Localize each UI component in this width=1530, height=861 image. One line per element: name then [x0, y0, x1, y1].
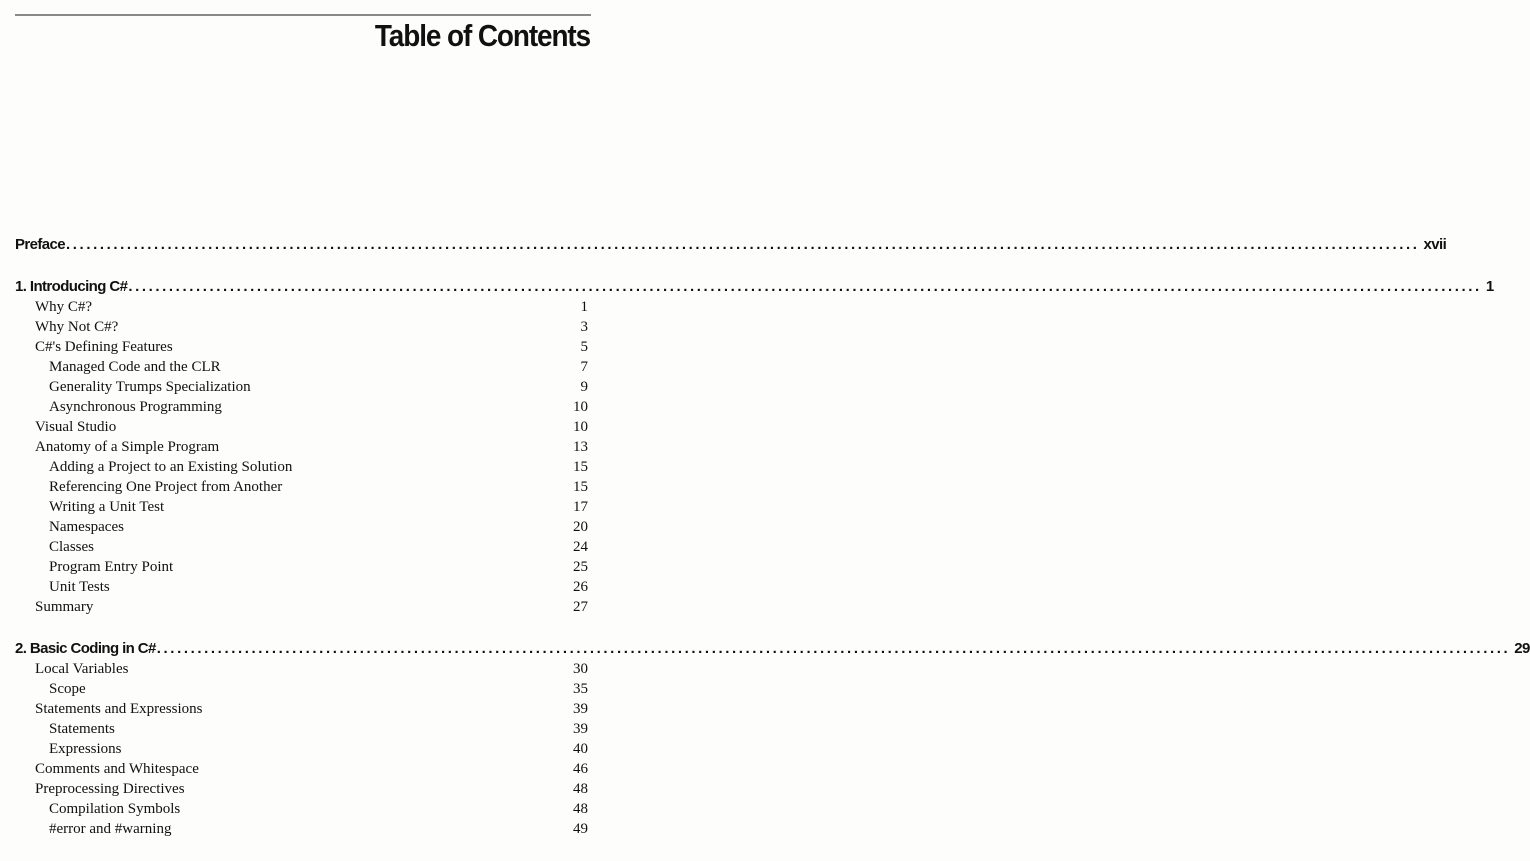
toc-entry[interactable]: [15, 497, 588, 517]
entry-page-number: 15: [573, 459, 588, 475]
dot-leader: ........................................................................................................................................................................................................: [66, 236, 1420, 253]
toc-entry[interactable]: [15, 577, 588, 597]
entry-page-number: 27: [573, 599, 588, 615]
entry-page-number: 1: [1485, 278, 1494, 295]
toc-entry[interactable]: [15, 437, 588, 457]
entry-label: Local Variables: [35, 661, 129, 677]
entry-label: Referencing One Project from Another: [49, 479, 283, 495]
entry-label: Asynchronous Programming: [49, 399, 222, 415]
entry-page-number: 9: [580, 379, 588, 395]
entry-label: #error and #warning: [49, 821, 172, 837]
entry-page-number: 30: [573, 661, 588, 677]
entry-label: Preface: [15, 236, 66, 253]
toc-section: [15, 277, 1494, 617]
toc-entry[interactable]: [15, 517, 588, 537]
entry-page-number: 40: [573, 741, 588, 757]
entry-label: Namespaces: [49, 519, 124, 535]
entry-label: Expressions: [49, 741, 122, 757]
entry-label: Classes: [49, 539, 94, 555]
header-rule: [15, 14, 591, 16]
entry-page-number: 48: [573, 801, 588, 817]
toc-entry[interactable]: [15, 699, 588, 719]
toc-heading-entry[interactable]: [15, 277, 1494, 297]
entry-label: Comments and Whitespace: [35, 761, 199, 777]
toc-entry[interactable]: [15, 597, 588, 617]
entry-label: Statements and Expressions: [35, 701, 203, 717]
entry-label: 2. Basic Coding in C#: [15, 640, 156, 657]
toc-entry[interactable]: [15, 477, 588, 497]
toc-entry[interactable]: [15, 739, 588, 759]
entry-page-number: 35: [573, 681, 588, 697]
toc-entry[interactable]: [15, 457, 588, 477]
entry-page-number: 26: [573, 579, 588, 595]
entry-label: Why Not C#?: [35, 319, 119, 335]
toc-heading-entry[interactable]: [15, 235, 1447, 255]
toc-entry[interactable]: [15, 779, 588, 799]
toc-entry[interactable]: [15, 377, 588, 397]
entry-label: Statements: [49, 721, 115, 737]
entry-page-number: 24: [573, 539, 588, 555]
toc-entry[interactable]: [15, 397, 588, 417]
entry-label: Compilation Symbols: [49, 801, 181, 817]
toc-section: [15, 235, 1447, 255]
toc-entry[interactable]: [15, 357, 588, 377]
entry-label: Adding a Project to an Existing Solution: [49, 459, 293, 475]
entry-page-number: 48: [573, 781, 588, 797]
toc-entry[interactable]: [15, 659, 588, 679]
entry-page-number: 39: [573, 701, 588, 717]
toc-entry[interactable]: [15, 557, 588, 577]
entry-label: Scope: [49, 681, 86, 697]
toc-heading-entry[interactable]: [15, 639, 1530, 659]
entry-page-number: 1: [580, 299, 588, 315]
entry-page-number: 39: [573, 721, 588, 737]
entry-label: Writing a Unit Test: [49, 499, 165, 515]
entry-label: Unit Tests: [49, 579, 110, 595]
entry-page-number: 7: [580, 359, 588, 375]
toc-entry[interactable]: [15, 337, 588, 357]
entry-page-number: 5: [580, 339, 588, 355]
table-of-contents: [15, 235, 1530, 861]
toc-entry[interactable]: [15, 719, 588, 739]
entry-page-number: 25: [573, 559, 588, 575]
toc-entry[interactable]: [15, 297, 588, 317]
entry-page-number: 10: [573, 419, 588, 435]
page-title: Table of Contents: [374, 18, 590, 53]
toc-entry[interactable]: [15, 317, 588, 337]
entry-page-number: 15: [573, 479, 588, 495]
entry-page-number: 3: [580, 319, 588, 335]
entry-label: Anatomy of a Simple Program: [35, 439, 220, 455]
entry-label: Preprocessing Directives: [35, 781, 185, 797]
entry-page-number: 17: [573, 499, 588, 515]
entry-page-number: 46: [573, 761, 588, 777]
toc-entry[interactable]: [15, 759, 588, 779]
entry-label: Program Entry Point: [49, 559, 174, 575]
toc-entry[interactable]: [15, 819, 588, 839]
toc-entry[interactable]: [15, 417, 588, 437]
entry-page-number: 10: [573, 399, 588, 415]
entry-label: C#'s Defining Features: [35, 339, 173, 355]
entry-label: Summary: [35, 599, 94, 615]
toc-entry[interactable]: [15, 679, 588, 699]
entry-label: Managed Code and the CLR: [49, 359, 221, 375]
entry-label: Generality Trumps Specialization: [49, 379, 251, 395]
entry-page-number: 20: [573, 519, 588, 535]
entry-label: 1. Introducing C#: [15, 278, 128, 295]
entry-page-number: xvii: [1423, 236, 1447, 253]
entry-page-number: 49: [573, 821, 588, 837]
toc-entry[interactable]: [15, 799, 588, 819]
dot-leader: ........................................................................................................................................................................................................: [128, 278, 1482, 295]
toc-entry[interactable]: [15, 537, 588, 557]
dot-leader: ........................................................................................................................................................................................................: [156, 640, 1511, 657]
entry-page-number: 13: [573, 439, 588, 455]
entry-label: Why C#?: [35, 299, 93, 315]
toc-section: [15, 639, 1530, 839]
entry-label: Visual Studio: [35, 419, 117, 435]
entry-page-number: 29: [1514, 640, 1530, 657]
